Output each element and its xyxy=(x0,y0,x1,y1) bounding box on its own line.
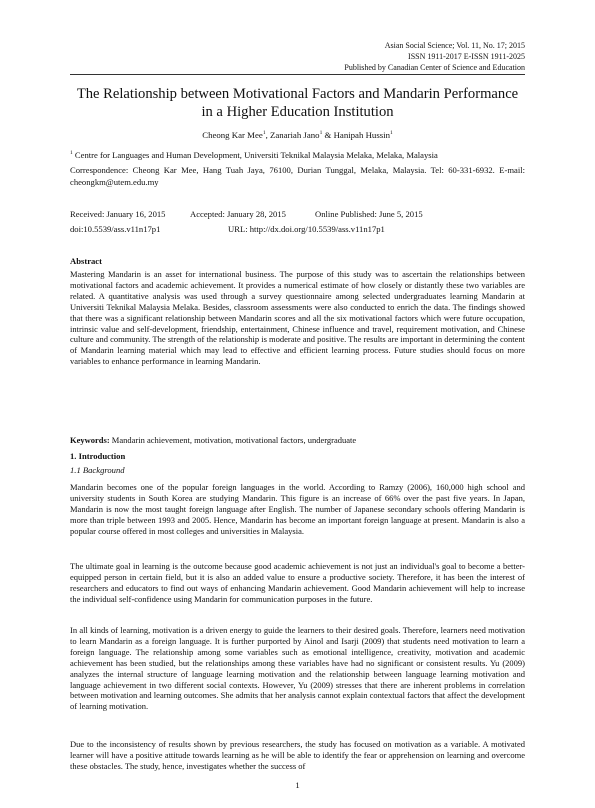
keywords-text: Mandarin achievement, motivation, motivational factors, undergraduate xyxy=(109,435,357,445)
intro-paragraph-3: In all kinds of learning, motivation is a driven energy to guide the learners to their desired goals. Therefore, learners need motivation to learn Mandarin as a foreign language. It is further purported by Ainol and Isarji (2009) that students need motivation to learn a foreign language. The relationship among some variables such as emotional intelligence, creativity, motivation and academic achievement has been studied, but the relationships among these variables have had no significant or consistent results. Yu (2009) analyzes the internal structure of language learning motivation and the relationship between language learning motivation and language achievement in two different social contexts. However, Yu (2009) stresses that there are inherent problems in correlation between motivation and learning outcomes. She admits that her analysis cannot explain contextual factors that affect the development of learning motivation. xyxy=(70,625,525,712)
intro-paragraph-4: Due to the inconsistency of results shown by previous researchers, the study has focused on motivation as a variable. A motivated learner will have a positive attitude towards learning as he will be able to identify the fear or apprehension on learning and overcome these obstacles. The study, hence, investigates whether the success of xyxy=(70,739,525,771)
published-date: Online Published: June 5, 2015 xyxy=(315,209,423,219)
doi: doi:10.5539/ass.v11n17p1 xyxy=(70,224,161,234)
journal-publisher: Published by Canadian Center of Science and Education xyxy=(344,63,525,72)
keywords xyxy=(70,435,525,445)
abstract-text: Mastering Mandarin is an asset for international business. The purpose of this study was to ascertain the relationships between motivational factors and academic achievement. It provides a numerical estimate of how closely or distantly these two variables are related. A quantitative analysis was used through a survey questionnaire among selected undergraduates learning Mandarin at Universiti Teknikal Malaysia Melaka. Besides, classroom assessments were also conducted to enrich the data. The findings showed that there was a significant relationship between Mandarin scores and all the six motivational factors which were future occupation, intrinsic value and self-development, friendship, entertainment, Chinese influence and travel, requirement motivation, and Chinese culture and community. The strength of the relationship is moderate and positive. The results are important in determining the content of Mandarin learning material which may lead to effective and efficient learning process. Future studies should focus on more variables to enhance performance in learning Mandarin. xyxy=(70,269,525,367)
accepted-date: Accepted: January 28, 2015 xyxy=(190,209,286,219)
journal-header xyxy=(344,40,525,73)
header-rule xyxy=(70,74,525,75)
author-name: Cheong Kar Mee xyxy=(202,130,263,140)
doi-url[interactable]: URL: http://dx.doi.org/10.5539/ass.v11n17p1 xyxy=(228,224,385,234)
author-list xyxy=(70,130,525,140)
affiliation-mark: 1 xyxy=(70,150,73,156)
journal-volume: Asian Social Science; Vol. 11, No. 17; 2015 xyxy=(384,41,525,50)
received-date: Received: January 16, 2015 xyxy=(70,209,166,219)
abstract-heading: Abstract xyxy=(70,256,102,266)
intro-paragraph-1: Mandarin becomes one of the popular foreign languages in the world. According to Ramzy (2006), 160,000 high school and university students in South Korea are studying Mandarin. This figure is an increase of 66% over the past five years. In Japan, Mandarin is now the most taught foreign language after English. The number of Japanese secondary schools offering Mandarin is more than triple between 1993 and 2005. Hence, Mandarin has become an important foreign language at present. Mandarin is also a popular course offered in most colleges and universities in Malaysia. xyxy=(70,482,525,536)
author-separator: & xyxy=(322,130,334,140)
affiliation-text: Centre for Languages and Human Development, Universiti Teknikal Malaysia Melaka, Melaka, Malaysia xyxy=(72,149,438,160)
author-affiliation-mark: 1 xyxy=(262,130,266,137)
affiliation xyxy=(70,148,525,161)
doi-line xyxy=(70,224,385,234)
author-name: Hanipah Hussin xyxy=(333,130,391,140)
page-number: 1 xyxy=(295,780,300,790)
author-name: Zanariah Jano xyxy=(269,130,320,140)
intro-paragraph-2: The ultimate goal in learning is the outcome because good academic achievement is not just an individual's goal to become a better-equipped person in certain field, but it is also an added value to ensure a productive society. Therefore, it has been the interest of researchers and educators to find out ways of enhancing Mandarin achievement. Good Mandarin achievement will help to increase the individual self-confidence using Mandarin for communication purposes in the future. xyxy=(70,561,525,604)
journal-issn: ISSN 1911-2017 E-ISSN 1911-2025 xyxy=(408,52,525,61)
publication-dates xyxy=(70,209,423,219)
author-affiliation-mark: 1 xyxy=(319,130,323,137)
keywords-label: Keywords: xyxy=(70,435,110,445)
author-separator: , xyxy=(265,130,270,140)
background-subheading: 1.1 Background xyxy=(70,465,125,475)
correspondence: Correspondence: Cheong Kar Mee, Hang Tuah Jaya, 76100, Durian Tunggal, Melaka, Malaysia. Tel: 60-331-6932. E-mail: cheongkm@utem.edu.my xyxy=(70,165,525,187)
article-title: The Relationship between Motivational Factors and Mandarin Performance in a Higher Education Institution xyxy=(76,86,519,120)
author-affiliation-mark: 1 xyxy=(390,130,393,137)
introduction-heading: 1. Introduction xyxy=(70,451,126,461)
